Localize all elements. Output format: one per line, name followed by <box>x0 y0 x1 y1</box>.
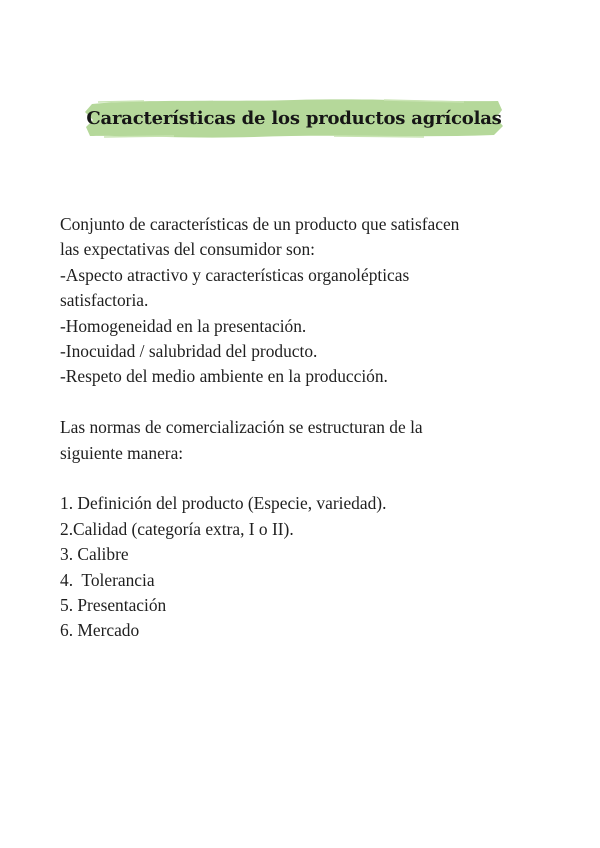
paragraph-line: -Homogeneidad en la presentación. <box>60 315 307 336</box>
paragraph-line: Conjunto de características de un producto que satisfacen <box>60 214 460 234</box>
paragraph-line: -Respeto del medio ambiente en la producción. <box>60 366 388 387</box>
list-item: 3. Calibre <box>60 544 129 565</box>
list-item: 5. Presentación <box>60 595 167 616</box>
page-title: Características de los productos agrícolas <box>86 107 502 129</box>
paragraph-line: las expectativas del consumidor son: <box>60 239 316 260</box>
paragraph-gap <box>60 466 550 491</box>
list-item: 6. Mercado <box>60 620 140 641</box>
paragraph-gap <box>60 390 550 415</box>
title-banner <box>84 96 504 140</box>
paragraph-line: siguiente manera: <box>60 442 184 463</box>
document-body <box>60 212 550 644</box>
paragraph-line: -Aspecto atractivo y características organolépticas <box>60 264 410 285</box>
list-item: 4. Tolerancia <box>60 569 155 590</box>
list-item: 2.Calidad (categoría extra, I o II). <box>60 518 294 539</box>
list-item: 1. Definición del producto (Especie, variedad). <box>60 493 387 514</box>
paragraph-line: satisfactoria. <box>60 290 149 311</box>
paragraph-line: Las normas de comercialización se estructuran de la <box>60 417 423 438</box>
paragraph-line: -Inocuidad / salubridad del producto. <box>60 341 318 362</box>
